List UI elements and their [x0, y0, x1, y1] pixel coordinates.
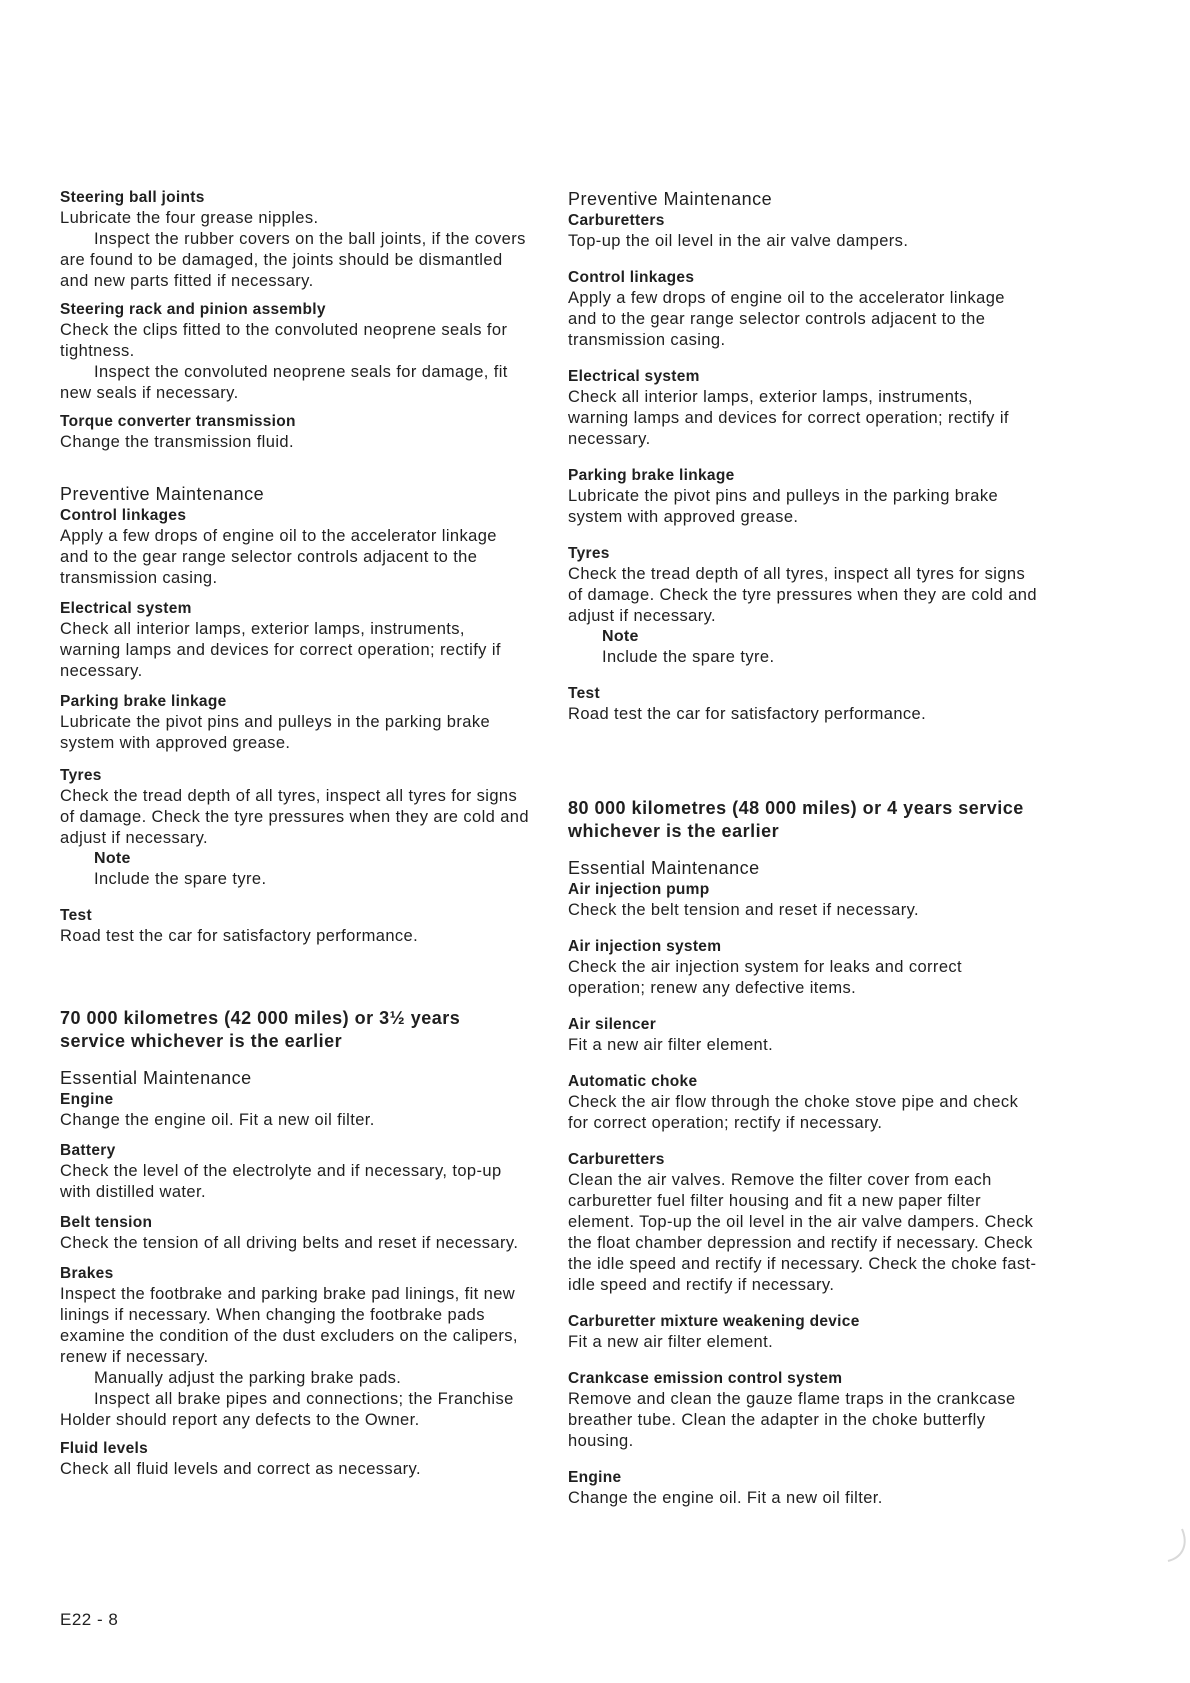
paragraph: Lubricate the pivot pins and pulleys in the parking brake system with approved grease.	[568, 487, 999, 526]
paragraph: Check the tread depth of all tyres, inspect all tyres for signs of damage. Check the tyre pressures when they are cold and adjust if necessary.	[568, 565, 1037, 625]
air-injection-pump-section	[568, 880, 1038, 921]
engine-section	[60, 1090, 530, 1131]
paragraph: Remove and clean the gauze flame traps in the crankcase breather tube. Clean the adapter in the choke butterfly housing.	[568, 1390, 1016, 1450]
paragraph: Check the tread depth of all tyres, inspect all tyres for signs of damage. Check the tyre pressures when they are cold and adjust if necessary.	[60, 787, 529, 847]
steering-ball-joints-section	[60, 188, 530, 292]
section-title: Tyres	[568, 545, 610, 562]
paragraph: Apply a few drops of engine oil to the accelerator linkage and to the gear range selector controls adjacent to the transmission casing.	[60, 527, 497, 587]
control-linkages-section	[568, 268, 1038, 351]
preventive-maintenance-heading: Preventive Maintenance	[568, 189, 773, 209]
paragraph: Inspect the rubber covers on the ball joints, if the covers are found to be damaged, the joints should be dismantled and new parts fitted if necessary.	[60, 230, 526, 290]
brakes-section	[60, 1264, 530, 1431]
note	[60, 849, 530, 890]
section-title: Automatic choke	[568, 1073, 698, 1090]
paragraph: Road test the car for satisfactory performance.	[568, 705, 927, 723]
section-title: Control linkages	[568, 269, 695, 286]
section-title: Electrical system	[568, 368, 700, 385]
torque-converter-section	[60, 412, 530, 453]
electrical-system-section	[60, 599, 530, 682]
engine-section	[568, 1468, 1038, 1509]
tyres-section	[60, 766, 530, 890]
section-title: Battery	[60, 1142, 116, 1159]
fluid-levels-section	[60, 1439, 530, 1480]
section-title: Test	[60, 907, 92, 924]
section-title: Tyres	[60, 767, 102, 784]
section-title: Air silencer	[568, 1016, 657, 1033]
paragraph: Inspect all brake pipes and connections; the Franchise Holder should report any defects to the Owner.	[60, 1390, 514, 1429]
scan-mark-icon	[1160, 1525, 1188, 1565]
test-section	[568, 684, 1038, 725]
paragraph: Fit a new air filter element.	[568, 1333, 774, 1351]
paragraph: Check the belt tension and reset if necessary.	[568, 901, 920, 919]
section-title: Carburetters	[568, 212, 665, 229]
section-title: Electrical system	[60, 600, 192, 617]
page-number: E22 - 8	[60, 1610, 119, 1629]
paragraph: Clean the air valves. Remove the filter cover from each carburetter fuel filter housing and fit a new paper filter element. Top-up the oil level in the air valve dampers. Check the float chamber depression and rectify if necessary. Check the idle speed and rectify if necessary. Check the choke fast-idle speed and rectify if necessary.	[568, 1171, 1037, 1294]
section-title: Parking brake linkage	[60, 693, 227, 710]
paragraph: Check all interior lamps, exterior lamps, instruments, warning lamps and devices for correct operation; rectify if necessary.	[60, 620, 501, 680]
carburetters-section	[568, 211, 1038, 252]
section-title: Engine	[60, 1091, 114, 1108]
paragraph: Check the tension of all driving belts and reset if necessary.	[60, 1234, 519, 1252]
service-interval-heading: 80 000 kilometres (48 000 miles) or 4 years service whichever is the earlier	[568, 798, 1024, 841]
service-interval-heading: 70 000 kilometres (42 000 miles) or 3½ years service whichever is the earlier	[60, 1008, 461, 1051]
parking-brake-section	[568, 466, 1038, 528]
note-text: Include the spare tyre.	[94, 870, 267, 888]
paragraph: Lubricate the four grease nipples.	[60, 209, 319, 227]
paragraph: Manually adjust the parking brake pads.	[94, 1369, 402, 1387]
paragraph: Apply a few drops of engine oil to the accelerator linkage and to the gear range selector controls adjacent to the transmission casing.	[568, 289, 1005, 349]
section-title: Crankcase emission control system	[568, 1370, 843, 1387]
test-section	[60, 906, 530, 947]
air-silencer-section	[568, 1015, 1038, 1056]
automatic-choke-section	[568, 1072, 1038, 1134]
section-title: Steering ball joints	[60, 189, 205, 206]
carburetters-service-section	[568, 1150, 1038, 1296]
section-title: Carburetter mixture weakening device	[568, 1313, 860, 1330]
paragraph: Change the transmission fluid.	[60, 433, 294, 451]
section-title: Parking brake linkage	[568, 467, 735, 484]
section-title: Carburetters	[568, 1151, 665, 1168]
belt-tension-section	[60, 1213, 530, 1254]
paragraph: Check the clips fitted to the convoluted neoprene seals for tightness.	[60, 321, 508, 360]
paragraph: Check the air injection system for leaks and correct operation; renew any defective items.	[568, 958, 963, 997]
section-title: Belt tension	[60, 1214, 153, 1231]
left-column	[60, 188, 530, 1480]
essential-maintenance-heading: Essential Maintenance	[568, 858, 760, 878]
paragraph: Road test the car for satisfactory performance.	[60, 927, 419, 945]
parking-brake-section	[60, 692, 530, 754]
paragraph: Fit a new air filter element.	[568, 1036, 774, 1054]
paragraph: Lubricate the pivot pins and pulleys in the parking brake system with approved grease.	[60, 713, 491, 752]
tyres-section	[568, 544, 1038, 668]
paragraph: Top-up the oil level in the air valve dampers.	[568, 232, 909, 250]
paragraph: Change the engine oil. Fit a new oil filter.	[568, 1489, 883, 1507]
preventive-maintenance-heading: Preventive Maintenance	[60, 484, 265, 504]
crankcase-section	[568, 1369, 1038, 1452]
battery-section	[60, 1141, 530, 1203]
steering-rack-section	[60, 300, 530, 404]
paragraph: Check the air flow through the choke stove pipe and check for correct operation; rectify if necessary.	[568, 1093, 1019, 1132]
section-title: Brakes	[60, 1265, 114, 1282]
paragraph: Check the level of the electrolyte and if necessary, top-up with distilled water.	[60, 1162, 502, 1201]
section-title: Air injection pump	[568, 881, 710, 898]
essential-maintenance-heading: Essential Maintenance	[60, 1068, 252, 1088]
section-title: Air injection system	[568, 938, 722, 955]
paragraph: Inspect the convoluted neoprene seals for damage, fit new seals if necessary.	[60, 363, 508, 402]
section-title: Test	[568, 685, 600, 702]
electrical-system-section	[568, 367, 1038, 450]
control-linkages-section	[60, 506, 530, 589]
section-title: Control linkages	[60, 507, 187, 524]
section-title: Fluid levels	[60, 1440, 149, 1457]
section-title: Steering rack and pinion assembly	[60, 301, 326, 318]
paragraph: Inspect the footbrake and parking brake pad linings, fit new linings if necessary. When changing the footbrake pads examine the condition of the dust excluders on the calipers, renew if necessary.	[60, 1285, 518, 1366]
section-title: Torque converter transmission	[60, 413, 296, 430]
mixture-device-section	[568, 1312, 1038, 1353]
section-title: Engine	[568, 1469, 622, 1486]
right-column	[568, 188, 1038, 1509]
note-text: Include the spare tyre.	[602, 648, 775, 666]
note-title: Note	[602, 628, 639, 645]
paragraph: Check all fluid levels and correct as necessary.	[60, 1460, 421, 1478]
paragraph: Check all interior lamps, exterior lamps, instruments, warning lamps and devices for correct operation; rectify if necessary.	[568, 388, 1009, 448]
note-title: Note	[94, 850, 131, 867]
air-injection-system-section	[568, 937, 1038, 999]
note	[568, 627, 1038, 668]
paragraph: Change the engine oil. Fit a new oil filter.	[60, 1111, 375, 1129]
